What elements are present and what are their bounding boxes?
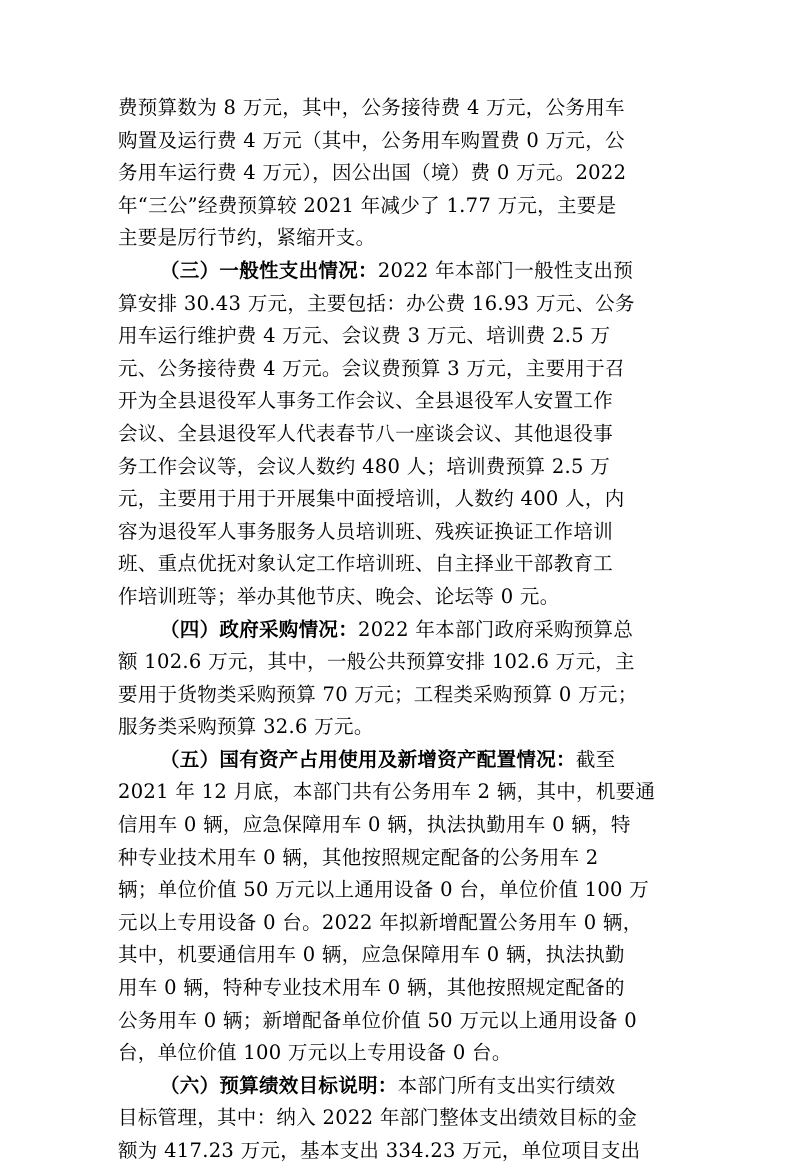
body-text: 额为 417.23 万元，基本支出 334.23 万元，单位项目支出 xyxy=(118,1139,641,1162)
text-line xyxy=(118,1070,688,1103)
body-text: 目标管理，其中：纳入 2022 年部门整体支出绩效目标的金 xyxy=(118,1106,638,1130)
body-text: 务工作会议等，会议人数约 480 人；培训费预算 2.5 万 xyxy=(118,454,611,478)
text-line xyxy=(118,581,688,614)
text-line xyxy=(118,842,688,875)
text-line xyxy=(118,744,688,777)
text-line xyxy=(118,288,688,321)
body-text: 购置及运行费 4 万元（其中，公务用车购置费 0 万元，公 xyxy=(118,128,625,152)
text-line xyxy=(118,92,688,125)
body-text: 额 102.6 万元，其中，一般公共预算安排 102.6 万元，主 xyxy=(118,650,635,674)
text-line xyxy=(118,1005,688,1038)
text-line xyxy=(118,874,688,907)
body-text: 公务用车 0 辆；新增配备单位价值 50 万元以上通用设备 0 xyxy=(118,1008,637,1032)
section-heading: （三）一般性支出情况： xyxy=(160,258,378,282)
body-text: 截至 xyxy=(575,747,616,771)
body-text: 2022 年本部门一般性支出预 xyxy=(377,258,634,282)
text-line xyxy=(118,1037,688,1070)
text-line xyxy=(118,320,688,353)
body-text: 开为全县退役军人事务工作会议、全县退役军人安置工作 xyxy=(118,389,614,413)
text-line xyxy=(118,222,688,255)
text-line xyxy=(118,614,688,647)
text-line xyxy=(118,646,688,679)
body-text: 服务类采购预算 32.6 万元。 xyxy=(118,715,374,739)
text-line xyxy=(118,483,688,516)
body-text: 元、公务接待费 4 万元。会议费预算 3 万元，主要用于召 xyxy=(118,356,625,380)
text-line xyxy=(118,157,688,190)
text-line xyxy=(118,125,688,158)
text-line xyxy=(118,353,688,386)
body-text: 容为退役军人事务服务人员培训班、残疾证换证工作培训 xyxy=(118,519,614,543)
body-text: 种专业技术用车 0 辆，其他按照规定配备的公务用车 2 xyxy=(118,845,599,869)
body-text: 元，主要用于用于开展集中面授培训，人数约 400 人，内 xyxy=(118,487,625,511)
body-text: 作培训班等；举办其他节庆、晚会、论坛等 0 元。 xyxy=(118,584,560,608)
text-line xyxy=(118,418,688,451)
text-line xyxy=(118,939,688,972)
section-heading: （六）预算绩效目标说明： xyxy=(160,1073,398,1097)
body-text: 2022 年本部门政府采购预算总 xyxy=(358,617,634,641)
body-text: 务用车运行费 4 万元），因公出国（境）费 0 万元。2022 xyxy=(118,161,627,185)
text-line xyxy=(118,711,688,744)
body-text: 主要是厉行节约，紧缩开支。 xyxy=(118,226,376,250)
text-line xyxy=(118,1135,688,1168)
body-text: 辆；单位价值 50 万元以上通用设备 0 台，单位价值 100 万 xyxy=(118,878,650,902)
text-line xyxy=(118,451,688,484)
body-text: 费预算数为 8 万元，其中，公务接待费 4 万元，公务用车 xyxy=(118,96,625,119)
document-body xyxy=(118,92,688,1168)
body-text: 信用车 0 辆，应急保障用车 0 辆，执法执勤用车 0 辆，特 xyxy=(118,813,631,837)
body-text: 会议、全县退役军人代表春节八一座谈会议、其他退役事 xyxy=(118,421,614,445)
body-text: 年“三公”经费预算较 2021 年减少了 1.77 万元，主要是 xyxy=(118,193,617,217)
body-text: 算安排 30.43 万元，主要包括：办公费 16.93 万元、公务 xyxy=(118,291,635,315)
body-text: 班、重点优抚对象认定工作培训班、自主择业干部教育工 xyxy=(118,552,614,576)
body-text: 要用于货物类采购预算 70 万元；工程类采购预算 0 万元； xyxy=(118,682,638,706)
text-line xyxy=(118,679,688,712)
text-line xyxy=(118,548,688,581)
body-text: 本部门所有支出实行绩效 xyxy=(397,1073,616,1097)
text-line xyxy=(118,255,688,288)
text-line xyxy=(118,516,688,549)
text-line xyxy=(118,972,688,1005)
text-line xyxy=(118,907,688,940)
body-text: 2021 年 12 月底，本部门共有公务用车 2 辆，其中，机要通 xyxy=(118,780,656,804)
body-text: 其中，机要通信用车 0 辆，应急保障用车 0 辆，执法执勤 xyxy=(118,943,625,967)
section-heading: （四）政府采购情况： xyxy=(160,617,359,641)
text-line xyxy=(118,190,688,223)
body-text: 元以上专用设备 0 台。2022 年拟新增配置公务用车 0 辆， xyxy=(118,910,643,934)
text-line xyxy=(118,809,688,842)
text-line xyxy=(118,776,688,809)
text-line xyxy=(118,385,688,418)
section-heading: （五）国有资产占用使用及新增资产配置情况： xyxy=(160,747,576,771)
body-text: 用车 0 辆，特种专业技术用车 0 辆，其他按照规定配备的 xyxy=(118,976,625,1000)
text-line xyxy=(118,1102,688,1135)
body-text: 台，单位价值 100 万元以上专用设备 0 台。 xyxy=(118,1041,512,1065)
body-text: 用车运行维护费 4 万元、会议费 3 万元、培训费 2.5 万 xyxy=(118,324,611,348)
